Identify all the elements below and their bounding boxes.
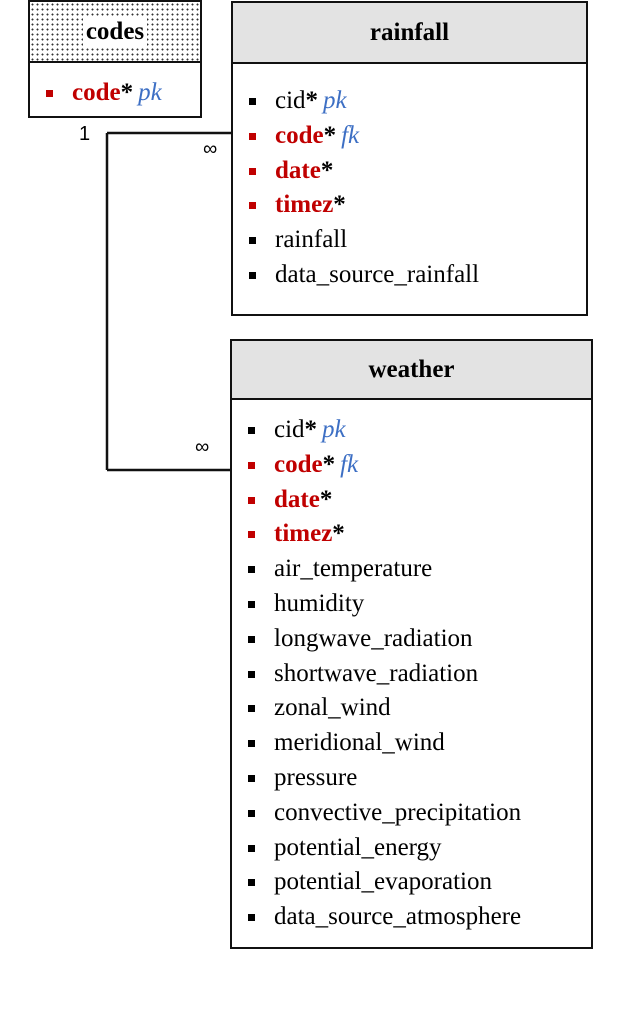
field-longwave-radiation[interactable]	[232, 622, 591, 657]
field-name: cid	[274, 416, 305, 443]
field-name: timez	[274, 520, 333, 548]
field-data-source-rainfall[interactable]	[233, 258, 586, 293]
field-code[interactable]	[30, 76, 200, 111]
fk-tag: fk	[341, 121, 360, 149]
field-timez[interactable]	[233, 188, 586, 223]
entity-title: weather	[368, 355, 455, 383]
field-name: shortwave_radiation	[274, 659, 479, 687]
field-code[interactable]	[232, 448, 591, 483]
field-name: potential_energy	[274, 833, 442, 861]
entity-header	[233, 3, 586, 64]
field-name: date	[274, 485, 320, 513]
field-timez[interactable]	[232, 517, 591, 552]
required-marker: *	[120, 79, 134, 106]
field-air-temperature[interactable]	[232, 552, 591, 587]
pk-tag: pk	[323, 87, 347, 114]
field-humidity[interactable]	[232, 587, 591, 622]
field-name: code	[275, 121, 324, 149]
bullet-icon	[46, 90, 53, 97]
field-name: humidity	[274, 589, 365, 617]
field-list	[232, 400, 591, 935]
bullet-icon	[249, 237, 256, 244]
required-marker: *	[319, 485, 333, 513]
bullet-icon	[249, 98, 256, 105]
bullet-icon	[248, 601, 255, 608]
field-data-source-atmosphere[interactable]	[232, 900, 591, 935]
field-name: potential_evaporation	[274, 868, 492, 896]
required-marker: *	[332, 520, 345, 548]
bullet-icon	[249, 168, 256, 175]
field-name: longwave_radiation	[274, 624, 473, 652]
field-pressure[interactable]	[232, 761, 591, 796]
bullet-icon	[248, 566, 255, 573]
bullet-icon	[249, 202, 256, 209]
bullet-icon	[248, 810, 255, 817]
entity-header	[232, 341, 591, 400]
bullet-icon	[248, 531, 255, 538]
field-rainfall[interactable]	[233, 223, 586, 258]
pk-tag: pk	[322, 416, 346, 443]
required-marker: *	[305, 87, 319, 114]
bullet-icon	[249, 133, 256, 140]
field-shortwave-radiation[interactable]	[232, 657, 591, 692]
field-name: zonal_wind	[274, 694, 391, 722]
entity-title: rainfall	[369, 18, 450, 46]
field-name: meridional_wind	[274, 729, 445, 757]
bullet-icon	[248, 497, 255, 504]
field-meridional-wind[interactable]	[232, 726, 591, 761]
field-cid[interactable]	[232, 413, 591, 448]
entity-rainfall[interactable]	[231, 1, 588, 316]
bullet-icon	[248, 740, 255, 747]
field-name: timez	[275, 191, 334, 219]
field-list	[233, 64, 586, 293]
field-list	[30, 63, 200, 111]
pk-tag: pk	[138, 79, 162, 106]
field-name: rainfall	[275, 226, 348, 254]
required-marker: *	[304, 416, 318, 443]
required-marker: *	[320, 156, 334, 184]
field-potential-energy[interactable]	[232, 831, 591, 866]
field-cid[interactable]	[233, 84, 586, 119]
entity-codes[interactable]	[28, 0, 202, 118]
field-name: pressure	[274, 763, 358, 791]
field-convective-precipitation[interactable]	[232, 796, 591, 831]
bullet-icon	[248, 914, 255, 921]
bullet-icon	[248, 845, 255, 852]
field-zonal-wind[interactable]	[232, 691, 591, 726]
bullet-icon	[248, 879, 255, 886]
bullet-icon	[248, 427, 255, 434]
cardinality-many-weather: ∞	[195, 436, 210, 458]
required-marker: *	[333, 191, 346, 219]
field-name: data_source_atmosphere	[274, 903, 522, 931]
field-name: code	[72, 79, 121, 106]
bullet-icon	[248, 705, 255, 712]
bullet-icon	[249, 272, 256, 279]
required-marker: *	[323, 121, 337, 149]
fk-tag: fk	[340, 450, 359, 478]
field-name: cid	[275, 87, 306, 114]
entity-header	[30, 2, 200, 63]
field-code[interactable]	[233, 119, 586, 154]
entity-weather[interactable]	[230, 339, 593, 949]
field-name: data_source_rainfall	[275, 260, 480, 288]
field-name: date	[275, 156, 321, 184]
required-marker: *	[322, 450, 336, 478]
bullet-icon	[248, 775, 255, 782]
bullet-icon	[248, 671, 255, 678]
field-date[interactable]	[233, 154, 586, 189]
bullet-icon	[248, 462, 255, 469]
field-date[interactable]	[232, 483, 591, 518]
field-name: air_temperature	[274, 555, 433, 583]
cardinality-many-rainfall: ∞	[203, 138, 218, 160]
entity-title: codes	[83, 18, 147, 46]
field-potential-evaporation[interactable]	[232, 865, 591, 900]
field-name: code	[274, 450, 323, 478]
bullet-icon	[248, 636, 255, 643]
cardinality-one-codes: 1	[79, 123, 91, 145]
field-name: convective_precipitation	[274, 798, 522, 826]
